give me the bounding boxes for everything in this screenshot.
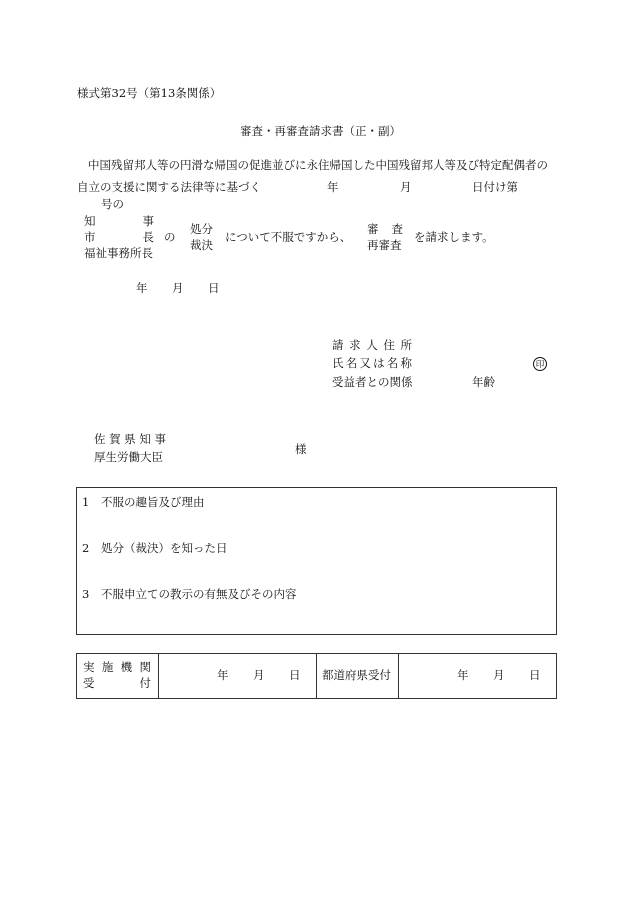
body-line-2: 自立の支援に関する法律等に基づく [77,180,261,194]
authority-welfare-office: 福祉事務所長 [84,246,153,260]
agency-receipt-label-1: 実 施 機 関 [83,660,151,674]
items-box [76,487,557,635]
item-text: 不服申立ての教示の有無及びその内容 [101,587,297,601]
form-number: 様式第32号（第13条関係） [77,86,222,100]
agency-month-label: 月 [253,668,265,682]
relation-label: 受益者との関係 [332,375,413,389]
item-number: 1 [82,495,90,509]
decision-number-label: 号の [101,197,124,211]
authority-mayor: 市 長 [84,230,154,244]
item-text: 処分（裁決）を知った日 [101,541,228,555]
document-title: 審査・再審査請求書（正・副） [240,124,401,138]
addressee-governor: 佐 賀 県 知 事 [94,432,166,446]
decision-month-label: 月 [400,180,412,194]
agency-day-label: 日 [289,668,301,682]
decision-year-label: 年 [327,180,339,194]
claimant-address-label: 請 求 人 住 所 [332,338,412,352]
option-review: 審 査 [367,222,403,236]
dissatisfaction-text: について不服ですから、 [225,230,352,244]
request-text: を請求します。 [414,230,494,244]
filing-day-label: 日 [208,281,220,295]
table-divider [316,653,317,699]
claimant-name-label: 氏 名 又 は 名 称 [332,356,412,370]
option-disposition: 処分 [190,222,213,236]
addressee-minister: 厚生労働大臣 [94,450,163,464]
seal-mark: 印 [533,357,547,371]
table-divider [398,653,399,699]
option-ruling: 裁決 [190,238,213,252]
item-number: 2 [82,541,90,555]
table-divider [158,653,159,699]
prefecture-receipt-label: 都道府県受付 [322,668,391,682]
decision-day-label: 日付け第 [472,180,518,194]
prefecture-day-label: 日 [529,668,541,682]
option-re-review: 再審査 [367,238,402,252]
addressee-honorific: 様 [295,442,307,456]
item-number: 3 [82,587,90,601]
prefecture-month-label: 月 [493,668,505,682]
particle-no: の [164,230,176,244]
agency-year-label: 年 [217,668,229,682]
filing-year-label: 年 [136,281,148,295]
body-line-1: 中国残留邦人等の円滑な帰国の促進並びに永住帰国した中国残留邦人等及び特定配偶者の [88,158,548,172]
item-text: 不服の趣旨及び理由 [101,495,205,509]
prefecture-year-label: 年 [457,668,469,682]
filing-month-label: 月 [172,281,184,295]
agency-receipt-label-2: 受 付 [83,676,151,690]
age-label: 年齢 [472,375,495,389]
authority-governor: 知 事 [84,214,154,228]
